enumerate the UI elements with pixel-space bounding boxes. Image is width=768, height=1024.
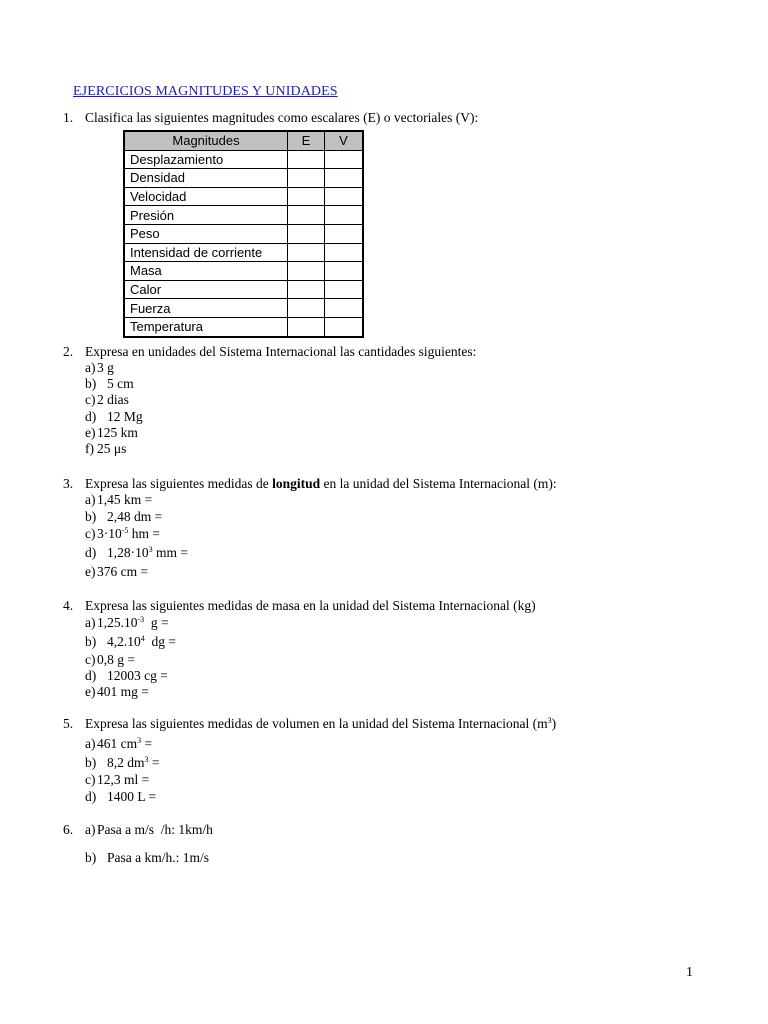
- e-cell[interactable]: [288, 150, 325, 169]
- v-cell[interactable]: [325, 169, 364, 188]
- table-row: [124, 243, 363, 262]
- header-magnitudes: Magnitudes: [124, 131, 288, 150]
- list-item: e) 376 cm =: [85, 564, 149, 579]
- magnitude-cell: Calor: [124, 280, 288, 299]
- table-row: [124, 187, 363, 206]
- question-text: Expresa las siguientes medidas de masa en la unidad del Sistema Internacional (kg): [85, 598, 536, 613]
- question-number: 1.: [63, 110, 74, 125]
- list-item: d) $1,28\cdot 10^3$ mm =: [85, 545, 188, 560]
- e-cell[interactable]: [288, 206, 325, 225]
- v-cell[interactable]: [325, 280, 364, 299]
- v-cell[interactable]: [325, 150, 364, 169]
- magnitude-cell: Desplazamiento: [124, 150, 288, 169]
- header-v: V: [325, 131, 364, 150]
- question-number: 6.: [63, 822, 74, 837]
- magnitude-cell: Intensidad de corriente: [124, 243, 288, 262]
- list-item: d) 1400 L =: [85, 789, 157, 804]
- question-3: 3. Expresa las siguientes medidas de longitud en la unidad del Sistema Internacional (m):: [63, 476, 557, 491]
- v-cell[interactable]: [325, 206, 364, 225]
- table-row: [124, 280, 363, 299]
- list-item: c) $3\cdot 10^{-5}$ hm =: [85, 526, 161, 541]
- list-item: f) 25 μs: [85, 441, 127, 456]
- v-cell[interactable]: [325, 243, 364, 262]
- table-row: [124, 262, 363, 281]
- question-1: [63, 110, 478, 126]
- list-item: b) 4,2.10$^4$ dg =: [85, 634, 176, 649]
- list-item: d) 12 Mg: [85, 409, 143, 424]
- list-item: c) 2 dias: [85, 392, 129, 407]
- magnitude-cell: Velocidad: [124, 187, 288, 206]
- question-number: 4.: [63, 598, 74, 613]
- table-row: [124, 317, 363, 336]
- v-cell[interactable]: [325, 299, 364, 318]
- question-text: Clasifica las siguientes magnitudes como escalares (E) o vectoriales (V):: [85, 110, 479, 125]
- e-cell[interactable]: [288, 187, 325, 206]
- e-cell[interactable]: [288, 169, 325, 188]
- v-cell[interactable]: [325, 224, 364, 243]
- question-5: 5. Expresa las siguientes medidas de volumen en la unidad del Sistema Internacional $(m^3)$: [63, 716, 557, 731]
- e-cell[interactable]: [288, 299, 325, 318]
- e-cell[interactable]: [288, 280, 325, 299]
- question-number: 2.: [63, 344, 74, 359]
- magnitude-cell: Presión: [124, 206, 288, 225]
- e-cell[interactable]: [288, 224, 325, 243]
- table-row: [124, 150, 363, 169]
- magnitude-cell: Densidad: [124, 169, 288, 188]
- list-item: e) 125 km: [85, 425, 138, 440]
- list-item: b) Pasa a km/h.: 1m/s: [85, 850, 209, 865]
- list-item: b) 5 cm: [85, 376, 134, 391]
- list-item: e) 401 mg =: [85, 684, 149, 699]
- list-item: a) 1,45 km =: [85, 492, 153, 507]
- question-number: 5.: [63, 716, 74, 731]
- table-row: [124, 206, 363, 225]
- question-4: [63, 598, 536, 614]
- list-item: c) 0,8 g =: [85, 652, 135, 667]
- table-row: [124, 169, 363, 188]
- question-number: 3.: [63, 476, 74, 491]
- table-row: [124, 299, 363, 318]
- list-item: b) 8,2 $dm^3$ =: [85, 755, 160, 770]
- table-row: [124, 224, 363, 243]
- question-6: 6. a) Pasa a m/s /h: 1km/h: [63, 822, 213, 837]
- page-number: 1: [686, 965, 693, 980]
- header-e: E: [288, 131, 325, 150]
- v-cell[interactable]: [325, 187, 364, 206]
- magnitude-cell: Peso: [124, 224, 288, 243]
- magnitude-cell: Fuerza: [124, 299, 288, 318]
- question-2: [63, 344, 476, 360]
- v-cell[interactable]: [325, 317, 364, 336]
- question-text: Expresa en unidades del Sistema Internacional las cantidades siguientes:: [85, 344, 477, 359]
- list-item: c) 12,3 ml =: [85, 772, 150, 787]
- e-cell[interactable]: [288, 262, 325, 281]
- magnitudes-table: [123, 130, 364, 338]
- magnitude-cell: Masa: [124, 262, 288, 281]
- list-item: a) 461 $cm^3$ =: [85, 736, 153, 751]
- e-cell[interactable]: [288, 317, 325, 336]
- list-item: a) 3 g: [85, 360, 114, 375]
- bold-keyword: longitud: [272, 476, 321, 491]
- magnitude-cell: Temperatura: [124, 317, 288, 336]
- e-cell[interactable]: [288, 243, 325, 262]
- list-item: d) 12003 cg =: [85, 668, 168, 683]
- table-header-row: [124, 131, 363, 150]
- list-item: a) $1,25.10^{-3}$ g =: [85, 615, 169, 630]
- v-cell[interactable]: [325, 262, 364, 281]
- page-title: EJERCICIOS MAGNITUDES Y UNIDADES: [73, 84, 338, 99]
- list-item: b) 2,48 dm =: [85, 509, 163, 524]
